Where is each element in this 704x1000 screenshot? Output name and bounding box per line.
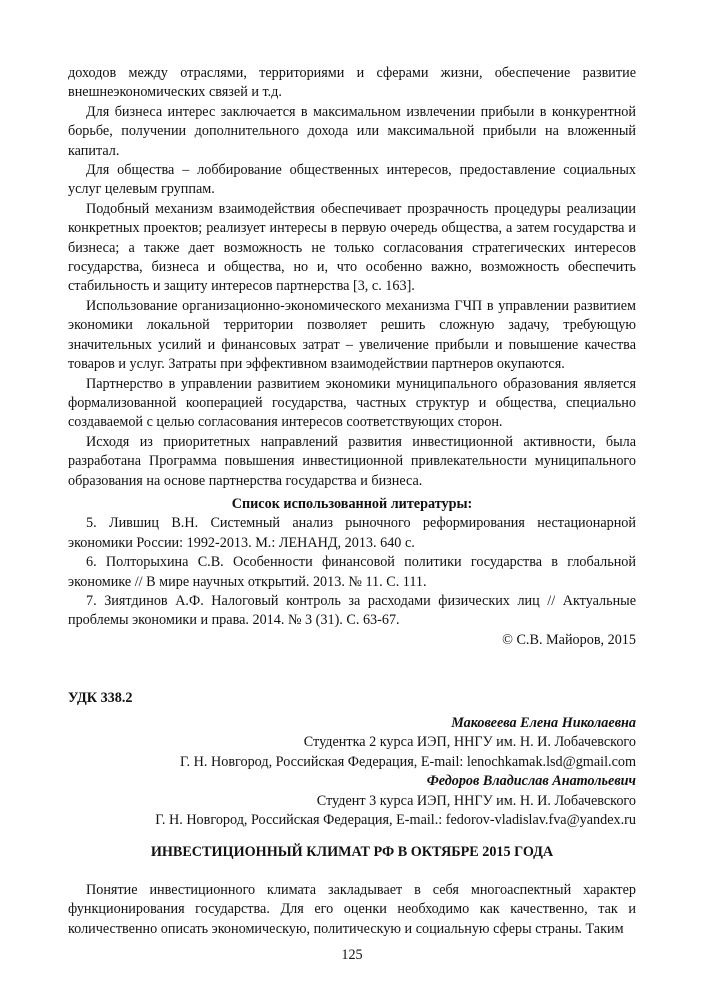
article-intro-block <box>68 881 636 939</box>
paragraph: Подобный механизм взаимодействия обеспечивает прозрачность процедуры реализации конкретных проектов; реализует интересы в первую очередь общества, а затем государства и бизнеса; а также дает возможность не только согласования стратегических интересов государства, бизнеса и общества, но и, что особенно важно, возможность обеспечить стабильность и защиту интересов партнерства [3, с. 163]. <box>68 200 636 295</box>
article-intro: Понятие инвестиционного климата закладывает в себя многоаспектный характер функционирования государства. Для его оценки необходимо как качественно, так и количественно описать экономическую, политическую и социальную сферы страны. Таким <box>68 882 636 937</box>
references-title: Список использованной литературы: <box>231 496 473 512</box>
body-text <box>68 64 636 491</box>
udk-code: УДК 338.2 <box>68 690 133 706</box>
author-location: Г. Н. Новгород, Российская Федерация, E-mail.: fedorov-vladislav.fva@yandex.ru <box>155 812 636 829</box>
author-position: Студент 3 курса ИЭП, ННГУ им. Н. И. Лобачевского <box>316 792 636 809</box>
paragraph: Использование организационно-экономического механизма ГЧП в управлении развитием экономики локальной территории позволяет решить сложную задачу, требующую значительных усилий и финансовых затрат – увеличение прибыли и повышение качества товаров и услуг. Затраты при эффективном взаимодействии партнеров окупаются. <box>68 297 636 373</box>
page-number: 125 <box>341 947 363 963</box>
article-title: ИНВЕСТИЦИОННЫЙ КЛИМАТ РФ В ОКТЯБРЕ 2015 ГОДА <box>150 844 554 860</box>
paragraph: Партнерство в управлении развитием экономики муниципального образования является формализованной кооперацией государства, частных структур и общества, специально создаваемой с целью согласования интересов соответствующих сторон. <box>68 375 636 431</box>
references-section <box>68 495 636 650</box>
author-name: Маковеева Елена Николаевна <box>451 715 636 731</box>
author-name: Федоров Владислав Анатольевич <box>426 773 636 790</box>
paragraph: Исходя из приоритетных направлений развития инвестиционной активности, была разработана Программа повышения инвестиционной привлекательности муниципального образования на основе партнерства государства и бизнеса. <box>68 433 636 489</box>
copyright: © С.В. Майоров, 2015 <box>502 631 636 648</box>
reference-item: 7. Зиятдинов А.Ф. Налоговый контроль за расходами физических лиц // Актуальные проблемы экономики и права. 2014. № 3 (31). С. 63-67. <box>68 593 636 629</box>
udk <box>68 689 636 708</box>
reference-item: 5. Лившиц В.Н. Системный анализ рыночного реформирования нестационарной экономики России: 1992-2013. М.: ЛЕНАНД, 2013. 640 с. <box>68 515 636 551</box>
paragraph: доходов между отраслями, территориями и сферами жизни, обеспечение развитие внешнеэкономических связей и т.д. <box>68 65 636 101</box>
author-location: Г. Н. Новгород, Российская Федерация, E-mail: lenochkamak.lsd@gmail.com <box>179 753 636 770</box>
author-position: Студентка 2 курса ИЭП, ННГУ им. Н. И. Лобачевского <box>303 734 636 751</box>
article-title-block <box>68 843 636 862</box>
authors-block <box>68 714 636 830</box>
paragraph: Для бизнеса интерес заключается в максимальном извлечении прибыли в конкурентной борьбе, получении дополнительного дохода или максимальной прибыли на вложенный капитал. <box>68 103 636 159</box>
reference-item: 6. Полторыхина С.В. Особенности финансовой политики государства в глобальной экономике // В мире научных открытий. 2013. № 11. С. 111. <box>68 554 636 590</box>
paragraph: Для общества – лоббирование общественных интересов, предоставление социальных услуг целевым группам. <box>68 162 636 198</box>
